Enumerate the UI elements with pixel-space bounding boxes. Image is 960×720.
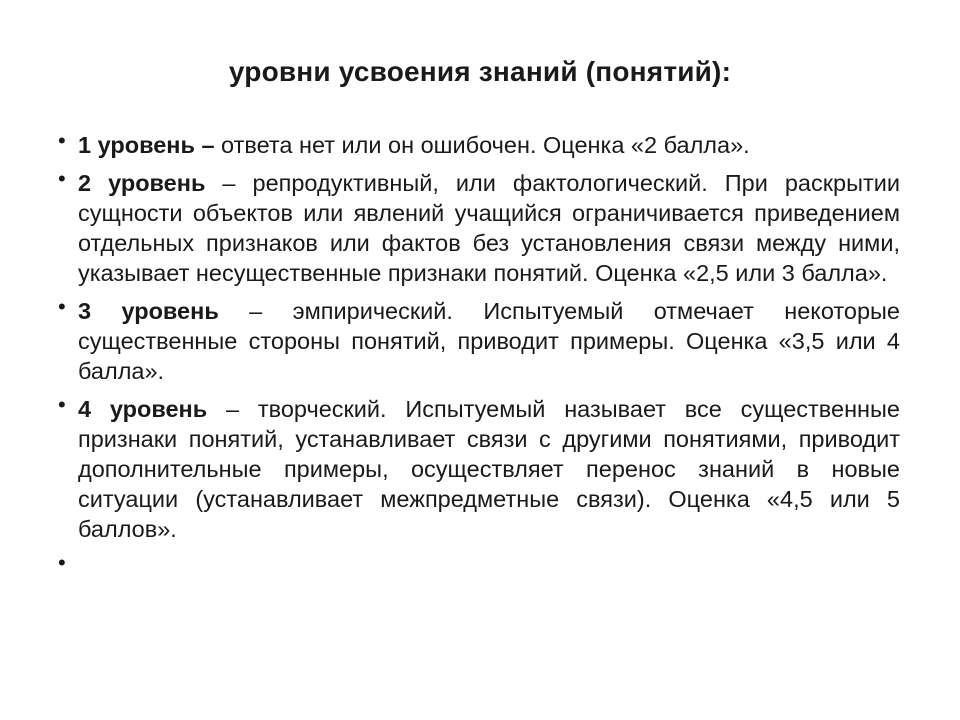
bullet-icon: • bbox=[58, 166, 66, 191]
level-label: 3 уровень bbox=[78, 298, 219, 324]
bullet-icon: • bbox=[58, 294, 66, 319]
level-label: 1 уровень – bbox=[78, 132, 215, 158]
bullet-icon: • bbox=[58, 392, 66, 417]
list-item-level-4 bbox=[58, 394, 900, 544]
level-label: 2 уровень bbox=[78, 170, 206, 196]
level-description: – творческий. Испытуемый называет все существенные признаки понятий, устанавливает связи с другими понятиями, приводит дополнительные примеры, осуществляет перенос знаний в новые ситуации (устанавливает межпредметные связи). Оценка «4,5 или 5 баллов». bbox=[78, 396, 900, 542]
slide-title: уровни усвоения знаний (понятий): bbox=[228, 56, 732, 87]
bullet-icon: • bbox=[58, 128, 66, 153]
levels-list bbox=[58, 130, 900, 590]
level-description: – эмпирический. Испытуемый отмечает некоторые существенные стороны понятий, приводит примеры. Оценка «3,5 или 4 балла». bbox=[78, 298, 900, 384]
list-item-level-2 bbox=[58, 168, 900, 288]
level-description: – репродуктивный, или фактологический. При раскрытии сущности объектов или явлений учащийся ограничивается приведением отдельных признаков или фактов без установления связи между ними, указывает несущественные признаки понятий. Оценка «2,5 или 3 балла». bbox=[78, 170, 900, 286]
bullet-icon: • bbox=[58, 550, 66, 575]
list-item-empty bbox=[58, 552, 900, 582]
list-item-level-3 bbox=[58, 296, 900, 386]
level-description: ответа нет или он ошибочен. Оценка «2 балла». bbox=[214, 132, 750, 158]
list-item-level-1 bbox=[58, 130, 900, 160]
level-label: 4 уровень bbox=[78, 396, 208, 422]
